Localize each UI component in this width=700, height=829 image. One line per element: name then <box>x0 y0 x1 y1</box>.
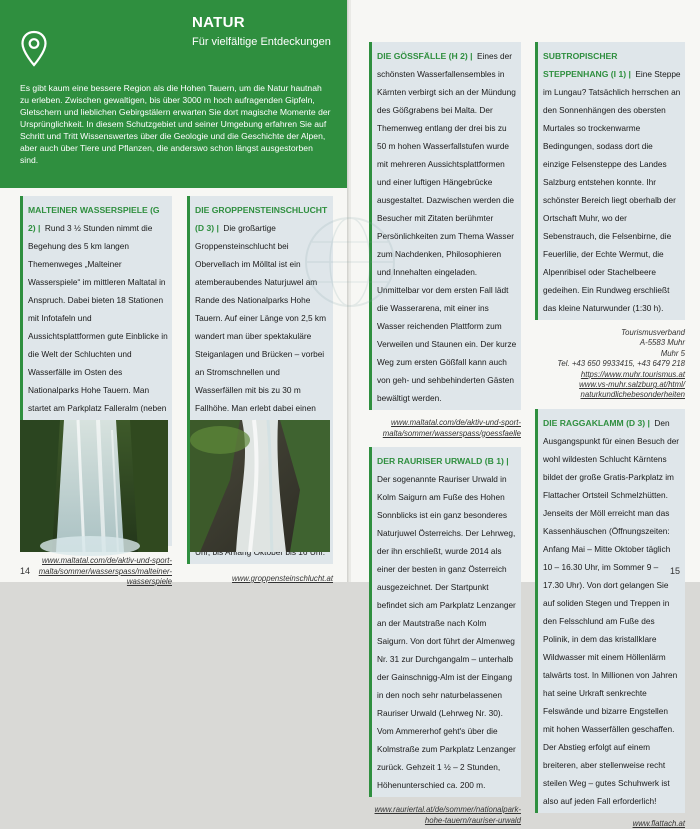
page-subtitle: Für vielfältige Entdeckungen <box>192 36 331 48</box>
natur-intro <box>0 0 349 188</box>
link-raggaklamm[interactable]: www.flattach.at <box>632 818 685 828</box>
contact-steppenhang <box>535 328 685 401</box>
box-title: DER RAURISER URWALD (B 1) | <box>377 456 509 466</box>
contact-link[interactable]: naturkundlichebesonderheiten <box>580 390 685 400</box>
box-title: DIE RAGGAKLAMM (D 3) | <box>543 417 650 428</box>
globe-watermark-icon <box>300 212 400 312</box>
info-box-rauriser-urwald <box>369 447 521 797</box>
contact-line: Muhr 5 <box>660 348 685 358</box>
box-title: MALTEINER WASSERSPIELE (G 2) | <box>28 205 160 233</box>
box-text: Die großartige Groppensteinschlucht bei Obervellach im Mölltal ist ein atemberaubendes Naturjuwel am Rande des Nationalparks Hohe Tauern. Auf einer Länge von 2,5 km wandert man über spektakuläre Steiganlagen und Brücken – vorbei an Stromschnellen und Wasserfällen mit bis zu 30 m Fallhöhe. Man erlebt dabei einen <box>195 223 326 413</box>
contact-line: A-5583 Muhr <box>639 338 685 348</box>
box-text: Eine Steppe im Lungau? Tatsächlich herrschen an den Sonnenhängen des obersten Murtales so trockenwarme Bedingungen, sodass dort die einzige Felsensteppe des Landes Salzburg entstehen konnte. Ihr schönster Bereich liegt oberhalb der Ortschaft Muhr, wo der Sebenstrauch, die Felsenbirne, die Feuerlilie, der Echte Wermut, die Alpenribisel oder Stachelbeere gedeihen. Ein Rundweg erschließt das kleine Naturwunder (1:30 h). <box>543 69 681 313</box>
contact-link[interactable]: www.vs-muhr.salzburg.at/html/ <box>579 380 685 390</box>
contact-line: Tel. +43 650 9933415, +43 6479 218 <box>557 359 685 369</box>
link-rauriser-urwald[interactable]: www.rauriertal.at/de/sommer/nationalpark-hohe-tauern/rauriser-urwald <box>374 805 521 825</box>
location-pin-icon <box>20 30 48 68</box>
box-text: Den Ausgangspunkt für einen Besuch der wohl wildesten Schlucht Kärntens bildet der große Gratis-Parkplatz im Flattacher Ortsteil Schmelzhütten. Jenseits der Möll erreicht man das Kassenhäuschen (Öffnungszeiten: Anfang Mai – Mitte Oktober täglich 10 – 16.30 Uhr, im Sommer 9 – 17.30 Uhr). Von dort gelangen Sie auf soliden Stegen und Treppen in den Felsschlund am Fuße des Polinik, in dem das kristallklare Wildwasser mit einem Höllenlärm talwärts tost. In Millionen von Jahren hat seine Urkraft senkrechte Felswände und bizarre Engstellen mit hohen Wasserfällen geschaffen. Der Abstieg erfolgt auf einem breiteren, aber stellenweise recht steilen Weg – gutes Schuhwerk ist also auf jeden Fall erforderlich! <box>543 417 680 806</box>
page-title: NATUR <box>192 14 245 31</box>
right-page <box>351 0 700 828</box>
gorge-photo-groppenstein <box>190 420 330 552</box>
box-text: Eines der schönsten Wasserfallensembles in Kärnten verbirgt sich an der Mündung des Gößgrabens bei Malta. Der Themenweg entlang der drei bis zu 50 m hohen Wasserfallstufen wurde mit mehreren Aussichtsplattformen und einer luftigen Hängebrücke ausgestaltet. Dazwischen werden die Besucher mit Zitaten berühmter Persönlichkeiten zum Thema Wasser zum Nachdenken, Philosophieren und Innehalten eingeladen. Unmittelbar vor dem ersten Fall lädt die Wasserarena, mit einer ins Wasser reichenden Plattform zum Verweilen und Staunen ein. Der kurze Weg zum ersten Gößfall kann auch von geh- und sehbehinderten Gästen bewältigt werden. <box>377 51 517 403</box>
link-groppenstein[interactable]: www.groppensteinschlucht.at <box>232 574 333 583</box>
left-page <box>0 0 349 586</box>
column-right-a <box>369 42 521 826</box>
box-text: Der sogenannte Rauriser Urwald in Kolm Saigurn am Fuße des Hohen Sonnblicks ist ein ganz besonderes Naturjuwel Österreichs. Der Lehrweg, der ihn erschließt, wurde 2014 als einer der besten in ganz Österreich ausgezeichnet. Der Startpunkt befindet sich am Parkplatz Lenzanger an der Mautstraße nach Kolm Saigurn. Von dort führt der Almenweg Nr. 31 zur Durchgangalm – unterhalb der Gainschnigg-Alm ist der Eingang in den noch sehr naturbelassenen Rauriser Urwald (Lehrweg Nr. 30). Vom Ammererhof geht's über die Kolmstraße zum Parkplatz Lenzanger zurück. Gehzeit 1 ½ – 2 Stunden, Höhenunterschied ca. 200 m. <box>377 474 516 790</box>
box-title: DIE GÖSSFÄLLE (H 2) | <box>377 51 473 61</box>
waterfall-photo-malteiner <box>20 420 168 552</box>
page-number-left: 14 <box>20 566 31 576</box>
contact-line: Tourismusverband <box>621 328 685 337</box>
box-title: DIE GROPPENSTEINSCHLUCHT (D 3) | <box>195 205 328 233</box>
contact-link[interactable]: https://www.muhr.tourismus.at <box>580 369 685 379</box>
page-number-right: 15 <box>669 566 680 576</box>
info-box-steppenhang <box>535 42 685 320</box>
box-text: Rund 3 ½ Stunden nimmt die Begehung des 5 km langen Themenweges „Malteiner Wasserspiele“ im mittleren Maltatal in Anspruch. Dabei bieten 18 Stationen mit Infotafeln und Aussichtsplattformen gute Einblicke in die Welt der Schluchten und Wasserfälle im Osten des Nationalparks Hohe Tauern. Man startet am Parkplatz Falleralm (neben <box>28 223 168 413</box>
column-right-b <box>535 42 685 829</box>
box-title: SUBTROPISCHER STEPPENHANG (I 1) | <box>543 51 631 79</box>
link-goessfaelle[interactable]: www.maltatal.com/de/aktiv-und-sport-malta/sommer/wasserspass/goessfaelle <box>382 418 521 438</box>
intro-paragraph: Es gibt kaum eine bessere Region als die Hohen Tauern, um die Natur hautnah zu erleben. Zwischen gewaltigen, bis über 3000 m hoch aufragenden Gipfeln, Gletschern und lieblichen Gebirgstälern erwarten Sie dort magische Momente der Ursprünglichkeit. In diesem Schutzgebiet und seiner Umgebung erfahren Sie auf Schritt und Tritt Wissenswertes über die Geologie und die Geschichte der Alpen, aber auch über Tiere und Pflanzen, die anderswo schon längst ausgestorben sind. <box>20 83 331 165</box>
link-malteiner[interactable]: www.maltatal.com/de/aktiv-und-sport-malta/sommer/wasserspass/malteiner-wasserspiele <box>38 556 172 586</box>
info-box-raggaklamm <box>535 409 685 813</box>
